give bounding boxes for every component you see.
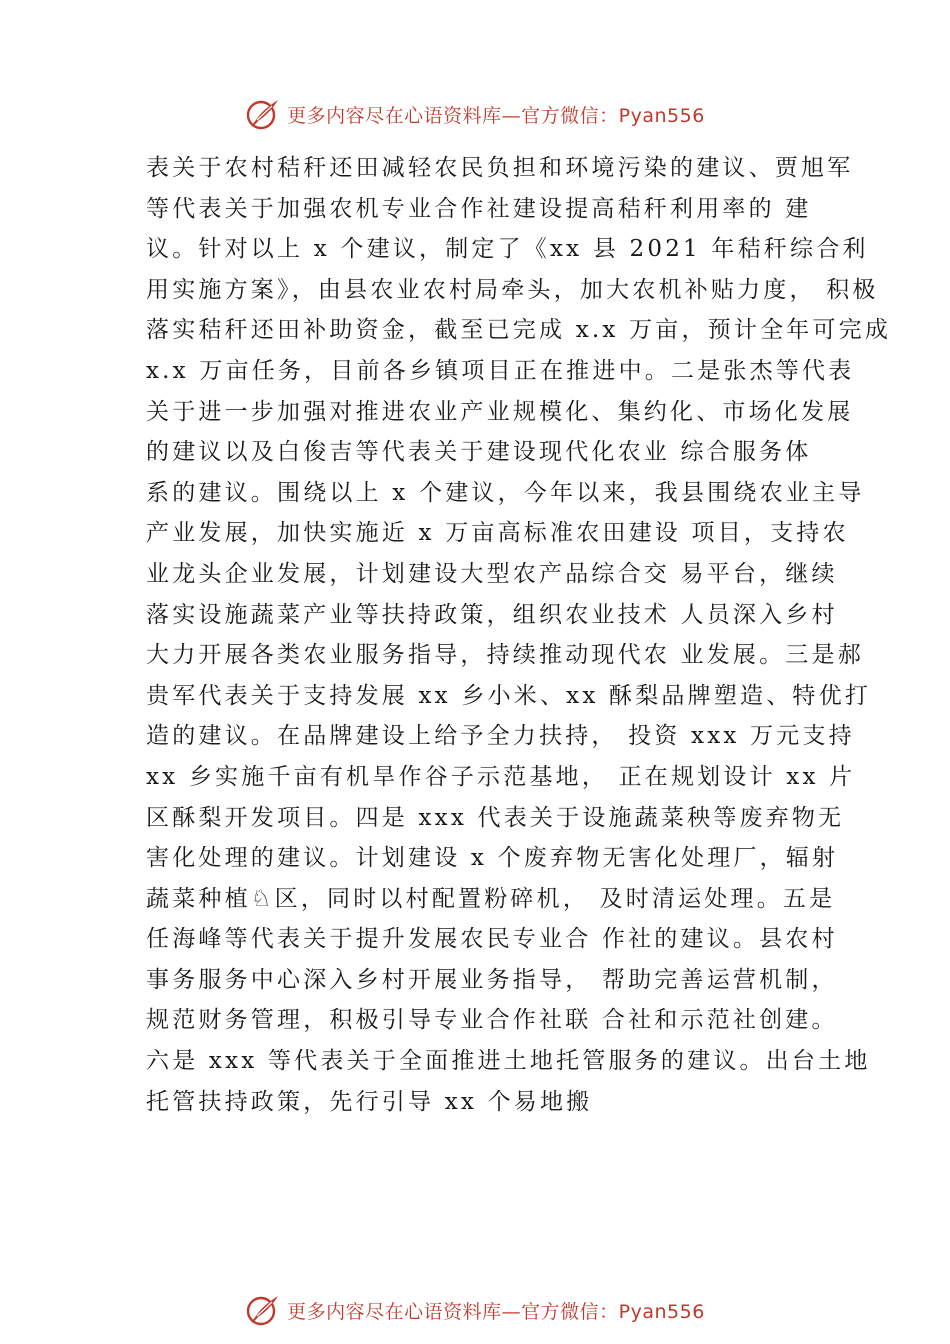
text-line: 造的建议。在品牌建设上给予全力扶持， 投资 xxx 万元支持	[146, 723, 855, 750]
text-line: 贵军代表关于支持发展 xx 乡小米、xx 酥梨品牌塑造、特优打	[146, 682, 872, 709]
text-line: 规范财务管理，积极引导专业合作社联 合社和示范社创建。	[146, 1007, 838, 1034]
quill-logo-icon	[245, 1292, 281, 1328]
text-line: 用实施方案》，由县农业农村局牵头，加大农机补贴力度， 积极	[146, 276, 879, 303]
watermark-caption: 更多内容尽在心语资料库—官方微信：	[287, 1300, 619, 1323]
text-line: 区酥梨开发项目。四是 xxx 代表关于设施蔬菜秧等废弃物无	[146, 804, 845, 831]
text-line: 蔬菜种植♘区，同时以村配置粉碎机， 及时清运处理。五是	[146, 885, 836, 912]
watermark-text	[287, 1297, 705, 1324]
text-line: 托管扶持政策，先行引导 xx 个易地搬	[146, 1088, 593, 1115]
text-line: 议。针对以上 x 个建议，制定了《xx 县 2021 年秸秆综合利	[146, 236, 869, 263]
text-line: x.x 万亩任务，目前各乡镇项目正在推进中。二是张杰等代表	[146, 357, 855, 384]
header-watermark	[0, 94, 950, 134]
footer-watermark	[0, 1290, 950, 1330]
document-body	[146, 148, 892, 1122]
text-line: 落实设施蔬菜产业等扶持政策，组织农业技术 人员深入乡村	[146, 601, 838, 628]
text-line: 表关于农村秸秆还田减轻农民负担和环境污染的建议、贾旭军	[146, 155, 854, 181]
text-line: 大力开展各类农业服务指导，持续推动现代农 业发展。三是郝	[146, 642, 864, 669]
text-line: 产业发展，加快实施近 x 万亩高标准农田建设 项目，支持农	[146, 520, 849, 547]
watermark-text	[287, 101, 705, 128]
text-line: 任海峰等代表关于提升发展农民专业合 作社的建议。县农村	[146, 926, 838, 953]
quill-logo-icon	[245, 96, 281, 132]
text-line: 等代表关于加强农机专业合作社建设提高秸秆利用率的 建	[146, 195, 812, 222]
text-line: 的建议以及白俊吉等代表关于建设现代化农业 综合服务体	[146, 439, 812, 466]
text-line: 事务服务中心深入乡村开展业务指导， 帮助完善运营机制，	[146, 966, 838, 993]
watermark-caption: 更多内容尽在心语资料库—官方微信：	[287, 104, 619, 127]
text-line: 业龙头企业发展，计划建设大型农产品综合交 易平台，继续	[146, 560, 838, 587]
text-line: 关于进一步加强对推进农业产业规模化、集约化、市场化发展	[146, 398, 854, 425]
watermark-wechat-id: Pyan556	[618, 104, 705, 127]
text-line: 落实秸秆还田补助资金，截至已完成 x.x 万亩，预计全年可完成	[146, 317, 892, 344]
text-line: 六是 xxx 等代表关于全面推进土地托管服务的建议。出台土地	[146, 1048, 871, 1075]
watermark-wechat-id: Pyan556	[618, 1300, 705, 1323]
text-line: xx 乡实施千亩有机旱作谷子示范基地， 正在规划设计 xx 片	[146, 763, 856, 790]
text-line: 系的建议。围绕以上 x 个建议，今年以来，我县围绕农业主导	[146, 479, 865, 506]
text-line: 害化处理的建议。计划建设 x 个废弃物无害化处理厂，辐射	[146, 845, 839, 872]
